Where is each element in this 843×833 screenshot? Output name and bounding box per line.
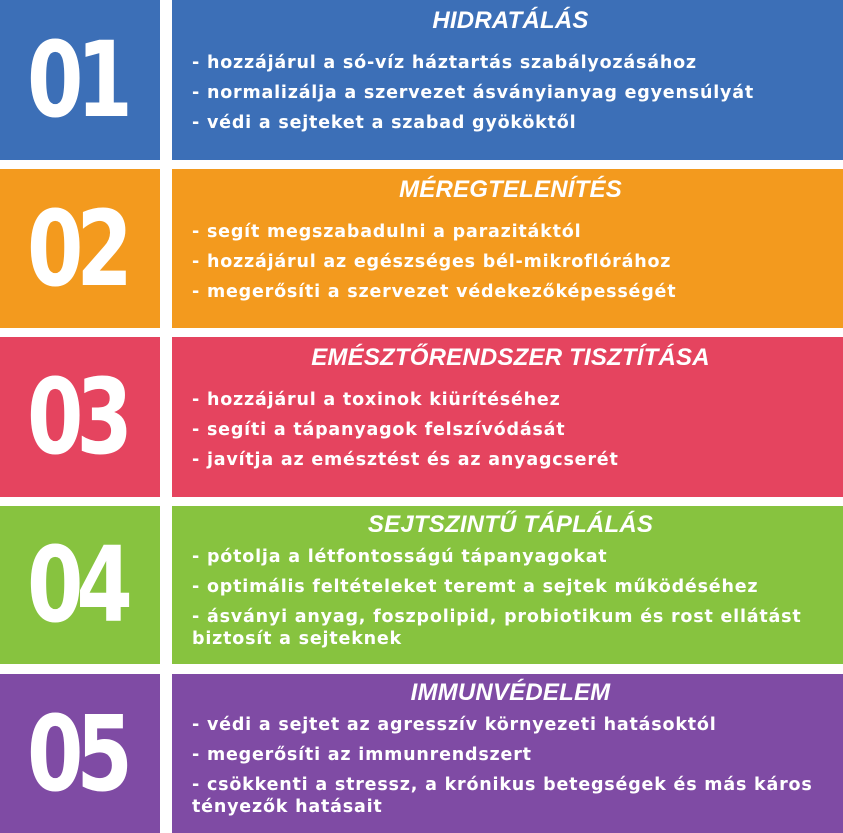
section-5-list [192, 710, 829, 818]
list-item: - védi a sejtet az agresszív környezeti hatásoktól [192, 715, 717, 735]
section-1-content [172, 0, 843, 160]
section-4-number-box [0, 506, 160, 664]
list-item: - pótolja a létfontosságú tápanyagokat [192, 547, 608, 567]
section-1-number: 01 [26, 19, 126, 141]
section-4-content [172, 506, 843, 664]
section-1-list [192, 48, 829, 138]
list-item: - ásványi anyag, foszpolipid, probiotikum és rost ellátást biztosít a sejteknek [192, 607, 802, 649]
section-3-title: EMÉSZTŐRENDSZER TISZTÍTÁSA [311, 344, 710, 371]
section-5-number-box [0, 674, 160, 833]
list-item: - megerősíti a szervezet védekezőképességét [192, 282, 677, 302]
list-item: - csökkenti a stressz, a krónikus betegségek és más káros tényezők hatásait [192, 775, 813, 817]
list-item: - hozzájárul a toxinok kiürítéséhez [192, 390, 561, 410]
list-item: - védi a sejteket a szabad gyököktől [192, 113, 577, 133]
section-5-content [172, 674, 843, 833]
section-1-title: HIDRATÁLÁS [432, 7, 589, 34]
section-4-number: 04 [26, 524, 126, 646]
list-item: - optimális feltételeket teremt a sejtek működéséhez [192, 577, 759, 597]
section-3-content [172, 337, 843, 497]
section-2 [0, 169, 843, 328]
section-5-title: IMMUNVÉDELEM [410, 679, 611, 706]
section-5-number: 05 [26, 692, 126, 815]
section-4-title: SEJTSZINTŰ TÁPLÁLÁS [367, 511, 654, 538]
section-1-number-box [0, 0, 160, 160]
list-item: - hozzájárul az egészséges bél-mikroflórához [192, 252, 672, 272]
section-1 [0, 0, 843, 160]
list-item: - javítja az emésztést és az anyagcserét [192, 450, 619, 470]
section-2-content [172, 169, 843, 328]
section-3 [0, 337, 843, 497]
list-item: - normalizálja a szervezet ásványianyag egyensúlyát [192, 83, 754, 103]
section-5 [0, 674, 843, 833]
section-3-number: 03 [26, 356, 126, 478]
list-item: - segít megszabadulni a parazitáktól [192, 222, 582, 242]
section-2-number-box [0, 169, 160, 328]
list-item: - megerősíti az immunrendszert [192, 745, 532, 765]
section-2-title: MÉREGTELENÍTÉS [399, 176, 622, 203]
section-2-number: 02 [26, 187, 126, 310]
list-item: - hozzájárul a só-víz háztartás szabályozásához [192, 53, 697, 73]
section-4-list [192, 542, 829, 650]
section-4 [0, 506, 843, 664]
section-2-list [192, 217, 829, 307]
list-item: - segíti a tápanyagok felszívódását [192, 420, 566, 440]
section-3-list [192, 385, 829, 475]
section-3-number-box [0, 337, 160, 497]
